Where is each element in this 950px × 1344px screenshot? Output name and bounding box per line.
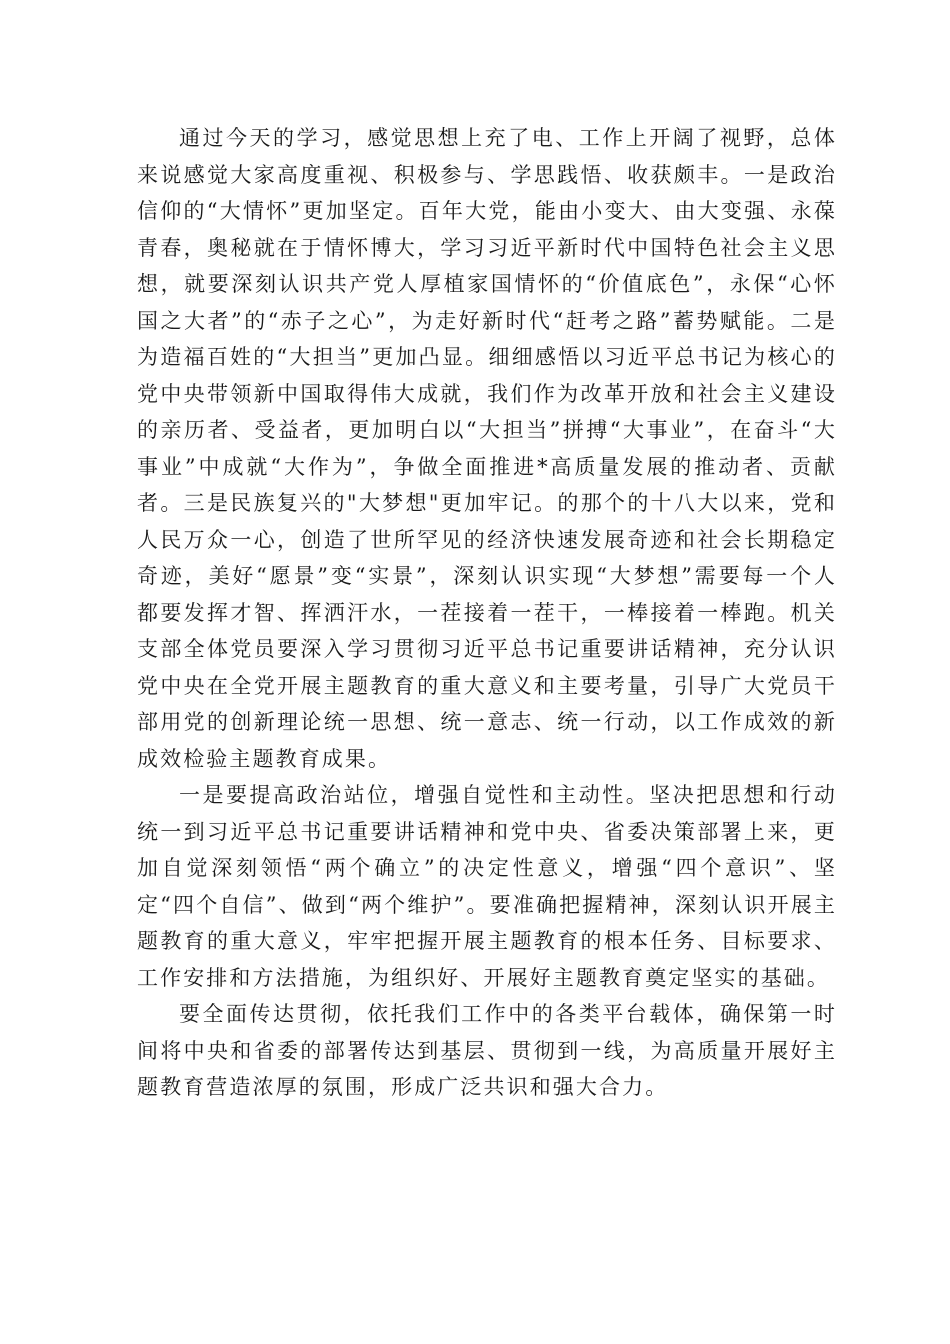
- paragraph-study-reflection: 通过今天的学习，感觉思想上充了电、工作上开阔了视野，总体来说感觉大家高度重视、积极参与、学思践悟、收获颇丰。一是政治信仰的“大情怀”更加坚定。百年大党，能由小变大、由大变强、永葆青春，奥秘就在于情怀博大，学习习近平新时代中国特色社会主义思想，就要深刻认识共产党人厚植家国情怀的“价值底色”，永保“心怀国之大者”的“赤子之心”，为走好新时代“赶考之路”蓄势赋能。二是为造福百姓的“大担当”更加凸显。细细感悟以习近平总书记为核心的党中央带领新中国取得伟大成就，我们作为改革开放和社会主义建设的亲历者、受益者，更加明白以“大担当”拼搏“大事业”，在奋斗“大事业”中成就“大作为”，争做全面推进*高质量发展的推动者、贡献者。三是民族复兴的"大梦想"更加牢记。的那个的十八大以来，党和人民万众一心，创造了世所罕见的经济快速发展奇迹和社会长期稳定奇迹，美好“愿景”变“实景”，深刻认识实现“大梦想”需要每一个人都要发挥才智、挥洒汗水，一茬接着一茬干，一棒接着一棒跑。机关支部全体党员要深入学习贯彻习近平总书记重要讲话精神，充分认识党中央在全党开展主题教育的重大意义和主要考量，引导广大党员干部用党的创新理论统一思想、统一意志、统一行动，以工作成效的新成效检验主题教育成果。: [137, 126, 837, 771]
- paragraph-political-standing: 一是要提高政治站位，增强自觉性和主动性。坚决把思想和行动统一到习近平总书记重要讲话精神和党中央、省委决策部署上来，更加自觉深刻领悟“两个确立”的决定性意义，增强“四个意识”、坚定“四个自信”、做到“两个维护”。要准确把握精神，深刻认识开展主题教育的重大意义，牢牢把握开展主题教育的根本任务、目标要求、工作安排和方法措施，为组织好、开展好主题教育奠定坚实的基础。: [137, 783, 837, 990]
- document-body: [137, 120, 837, 1106]
- paragraph-implementation: 要全面传达贯彻，依托我们工作中的各类平台载体，确保第一时间将中央和省委的部署传达到基层、贯彻到一线，为高质量开展好主题教育营造浓厚的氛围，形成广泛共识和强大合力。: [137, 1002, 837, 1099]
